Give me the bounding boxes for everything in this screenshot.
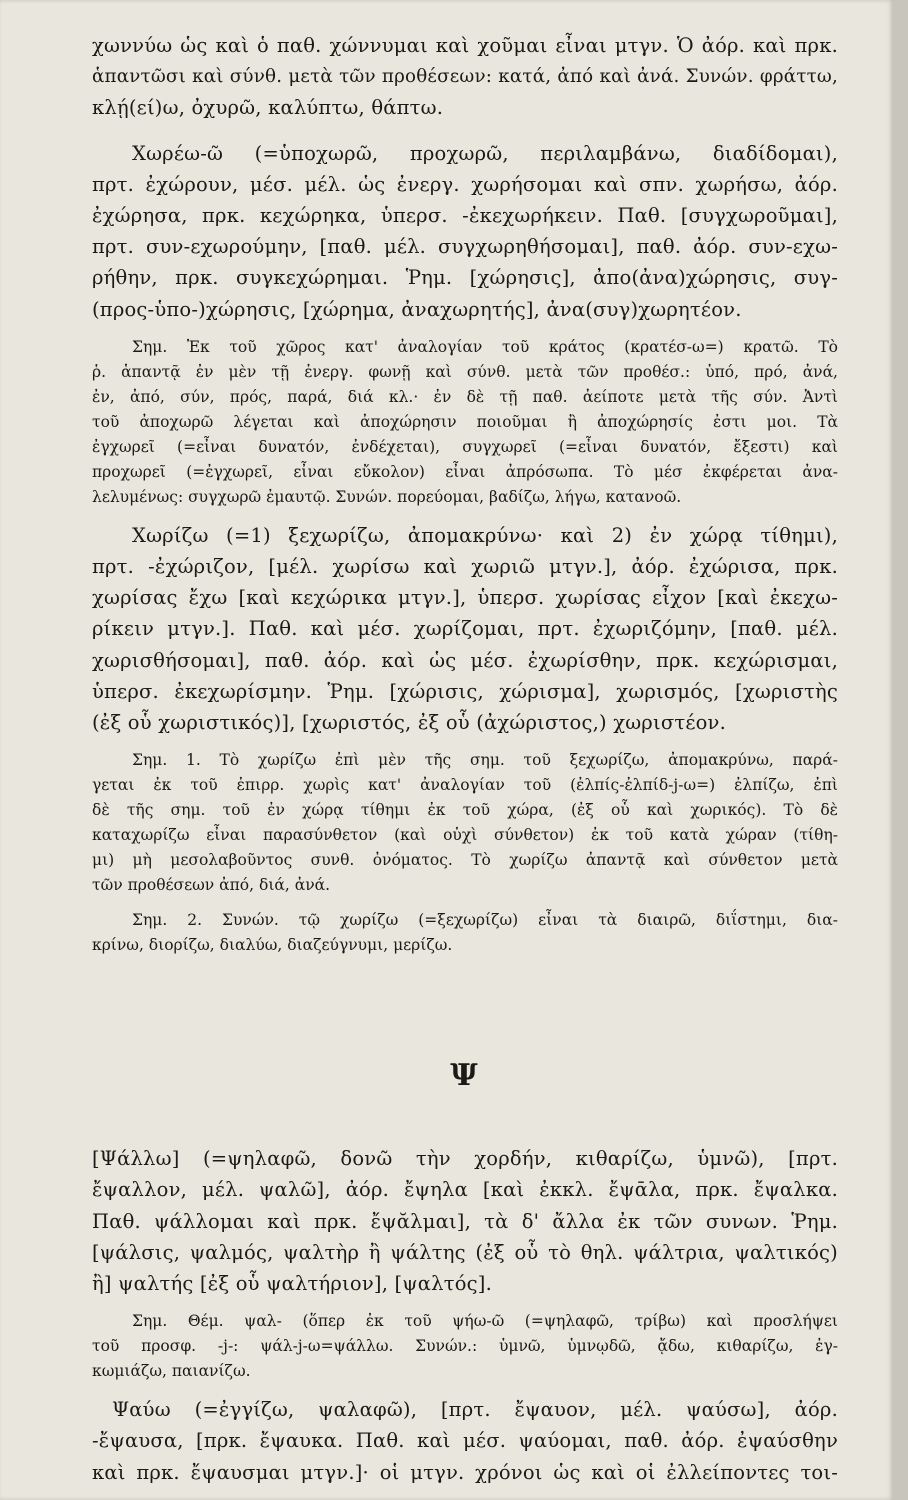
- note-line: κρίνω, διορίζω, διαλύω, διαζεύγνυμι, μερίζω.: [92, 936, 453, 955]
- text-line: Παθ. ψάλλομαι καὶ πρκ. ἔψᾰλμαι], τὰ δ' ἄλλα ἐκ τῶν συνων. Ῥημ.: [92, 1209, 838, 1233]
- entry-choreo: [92, 138, 838, 325]
- text-line: χωννύω ὡς καὶ ὁ παθ. χώννυμαι καὶ χοῦμαι εἶναι μτγν. Ὁ ἀόρ. καὶ πρκ.: [92, 34, 838, 57]
- note-line: Σημ. 2. Συνών. τῷ χωρίζω (=ξεχωρίζω) εἶναι τὰ διαιρῶ, διΐστημι, δια-: [132, 911, 838, 930]
- text-line: χωρίσας ἔχω [καὶ κεχώρικα μτγν.], ὑπερσ. χωρίσας εἶχον [καὶ ἐκεχω-: [92, 586, 838, 610]
- text-line: [ψάλσις, ψαλμός, ψαλτὴρ ἢ ψάλτης (ἐξ οὗ τὸ θηλ. ψάλτρια, ψαλτικός): [92, 1240, 838, 1264]
- note-line: ἐν, ἀπό, σύν, πρός, παρά, διά κλ.· ἐν δὲ τῇ παθ. ἀείποτε μετὰ τῆς σύν. Ἀντὶ: [92, 387, 838, 406]
- text-line: ὑπερσ. ἐκεχωρίσμην. Ῥημ. [χώρισις, χώρισμα], χωρισμός, [χωριστὴς: [92, 679, 838, 703]
- text-line: ρίκειν μτγν.]. Παθ. καὶ μέσ. χωρίζομαι, πρτ. ἐχωριζόμην, [παθ. μέλ.: [92, 617, 838, 641]
- note-line: ἐγχωρεῖ (=εἶναι δυνατόν, ἐνδέχεται), συγχωρεῖ (=εἶναι δυνατόν, ἔξεστι) καὶ: [92, 437, 838, 456]
- continuation-paragraph: [92, 30, 838, 124]
- entry-headword-line: Χωρίζω (=1) ξεχωρίζω, ἀπομακρύνω· καὶ 2) ἐν χώρᾳ τίθημι),: [132, 523, 838, 547]
- note-line: μι) μὴ μεσολαβοῦντος συνθ. ὀνόματος. Τὸ χωρίζω ἀπαντᾷ καὶ σύνθετον μετὰ: [92, 851, 838, 870]
- text-line: πρτ. -ἐχώριζον, [μέλ. χωρίσω καὶ χωριῶ μτγν.], ἀόρ. ἐχώρισα, πρκ.: [92, 555, 838, 579]
- note-line: λελυμένως: συγχωρῶ ἐμαυτῷ. Συνών. πορεύομαι, βαδίζω, λήγω, κατανοῶ.: [92, 487, 682, 506]
- text-line: πρτ. συν-εχωρούμην, [παθ. μέλ. συγχωρηθήσομαι], παθ. ἀόρ. συν-εχω-: [92, 235, 838, 259]
- note-line: Σημ. 1. Τὸ χωρίζω ἐπὶ μὲν τῆς σημ. τοῦ ξεχωρίζω, ἀπομακρύνω, παρά-: [132, 751, 838, 770]
- text-line: ἁπαντῶσι καὶ σύνθ. μετὰ τῶν προθέσεων: κατά, ἀπό καὶ ἀνά. Συνών. φράττω,: [92, 66, 838, 88]
- note-line: τοῦ ἀποχωρῶ λέγεται καὶ ἀποχώρησιν ποιοῦμαι ἢ ἀποχώρησίς ἐστι μοι. Τὰ: [92, 412, 838, 431]
- note-line: Σημ. Ἐκ τοῦ χῶρος κατ' ἀναλογίαν τοῦ κράτος (κρατέσ-ω=) κρατῶ. Τὸ: [132, 337, 838, 356]
- note-line: καταχωρίζω εἶναι παρασύνθετον (καὶ οὐχὶ σύνθετον) ἐκ τοῦ κατὰ χώραν (τίθη-: [92, 826, 838, 845]
- note-line: προχωρεῖ (=ἐγχωρεῖ, εἶναι εὔκολον) εἶναι ἀπρόσωπα. Τὸ μέσ ἐκφέρεται ἀνα-: [92, 462, 838, 481]
- text-line: -ἔψαυσα, [πρκ. ἔψαυκα. Παθ. καὶ μέσ. ψαύομαι, παθ. ἀόρ. ἐψαύσθην: [92, 1429, 838, 1453]
- text-line: καὶ πρκ. ἔψαυσμαι μτγν.]· οἱ μτγν. χρόνοι ὡς καὶ οἱ ἐλλείποντες τοι-: [92, 1460, 838, 1484]
- note-line: Σημ. Θέμ. ψαλ- (ὅπερ ἐκ τοῦ ψήω-ῶ (=ψηλαφῶ, τρίβω) καὶ προσλήψει: [132, 1312, 838, 1331]
- text-line: ρήθην, πρκ. συγκεχώρημαι. Ῥημ. [χώρησις], ἀπο(ἀνα)χώρησις, συγ-: [92, 266, 838, 290]
- note-line: τῶν προθέσεων ἀπό, διά, ἀνά.: [92, 876, 331, 895]
- entry-chorizo: [92, 520, 838, 738]
- note-choreo: [92, 335, 838, 510]
- note-chorizo-2: [92, 908, 838, 958]
- text-line: ἔψαλλον, μέλ. ψαλῶ], ἀόρ. ἔψηλα [καὶ ἐκκλ. ἔψᾱλα, πρκ. ἔψαλκα.: [92, 1178, 838, 1202]
- section-letter-heading: Ψ: [450, 1058, 480, 1094]
- text-line: (προς-ὑπο-)χώρησις, [χώρημα, ἀναχωρητής], ἀνα(συγ)χωρητέον.: [92, 297, 742, 321]
- text-line: πρτ. ἐχώρουν, μέσ. μέλ. ὡς ἐνεργ. χωρήσομαι καὶ σπν. χωρήσω, ἀόρ.: [92, 172, 838, 196]
- text-line: (ἐξ οὗ χωριστικός)], [χωριστός, ἐξ οὗ (ἀχώριστος,) χωριστέον.: [92, 711, 727, 735]
- entry-headword-line: Ψαύω (=ἐγγίζω, ψαλαφῶ), [πρτ. ἔψαυον, μέλ. ψαύσω], ἀόρ.: [112, 1398, 838, 1422]
- text-line: ἐχώρησα, πρκ. κεχώρηκα, ὑπερσ. -ἐκεχωρήκειν. Παθ. [συγχωροῦμαι],: [92, 204, 838, 228]
- note-line: δὲ τῆς σημ. τοῦ ἐν χώρᾳ τίθημι ἐκ τοῦ χώρα, (ἐξ οὗ καὶ χωρικός). Τὸ δὲ: [92, 801, 838, 820]
- entry-psauo: [92, 1394, 838, 1488]
- note-line: ῥ. ἁπαντᾷ ἐν μὲν τῇ ἐνεργ. φωνῇ καὶ σύνθ. μετὰ τῶν προθέσ.: ὑπό, πρό, ἀνά,: [92, 362, 838, 381]
- text-line: ἢ] ψαλτής [ἐξ οὗ ψαλτήριον], [ψαλτός].: [92, 1272, 492, 1296]
- note-psallo: [92, 1309, 838, 1384]
- text-line: κλῄ(εί)ω, ὀχυρῶ, καλύπτω, θάπτω.: [92, 96, 444, 120]
- page-text: [92, 30, 838, 1488]
- note-line: τοῦ προσφ. -j-: ψάλ-j-ω=ψάλλω. Συνών.: ὑμνῶ, ὑμνῳδῶ, ᾄδω, κιθαρίζω, ἐγ-: [92, 1337, 838, 1356]
- entry-headword-line: [Ψάλλω] (=ψηλαφῶ, δονῶ τὴν χορδήν, κιθαρίζω, ὑμνῶ), [πρτ.: [92, 1147, 838, 1171]
- text-line: χωρισθήσομαι], παθ. ἀόρ. καὶ ὡς μέσ. ἐχωρίσθην, πρκ. κεχώρισμαι,: [92, 648, 838, 672]
- entry-headword-line: Χωρέω-ῶ (=ὑποχωρῶ, προχωρῶ, περιλαμβάνω, διαδίδομαι),: [132, 141, 838, 165]
- note-line: γεται ἐκ τοῦ ἐπιρρ. χωρὶς κατ' ἀναλογίαν τοῦ (ἐλπίς-ἐλπίδ-j-ω=) ἐλπίζω, ἐπὶ: [92, 776, 838, 795]
- entry-psallo: [92, 1143, 838, 1299]
- note-line: κωμιάζω, παιανίζω.: [92, 1362, 251, 1381]
- note-chorizo-1: [92, 748, 838, 898]
